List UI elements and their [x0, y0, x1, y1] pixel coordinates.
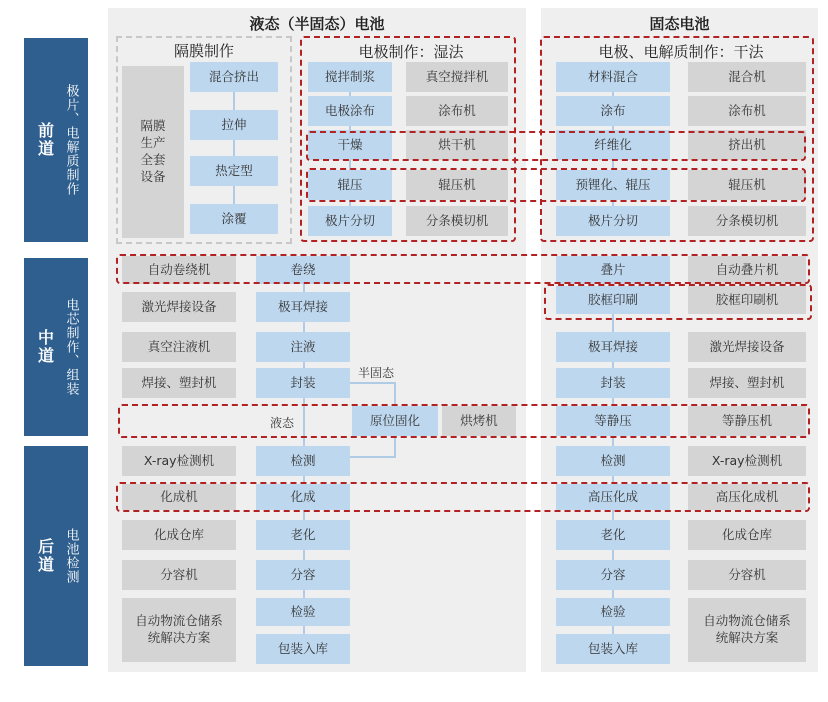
solid-back-step-5: 检验 — [556, 598, 670, 626]
stage-middle-sub: 中道 — [35, 329, 55, 365]
liquid-column-title: 液态（半固态）电池 — [249, 14, 385, 33]
wet-equipment-1: 真空搅拌机 — [406, 62, 508, 92]
liquid-back-equipment-5: 自动物流仓储系统解决方案 — [122, 598, 236, 662]
wet-step-3: 干燥 — [308, 130, 392, 160]
solid-mid-step-2: 胶框印刷 — [556, 286, 670, 314]
dry-equipment-5: 分条模切机 — [688, 206, 806, 236]
highlight-dry-row — [306, 131, 806, 161]
solid-back-step-4: 分容 — [556, 560, 670, 590]
dry-equipment-2: 涂布机 — [688, 96, 806, 126]
solid-back-equipment-1: X-ray检测机 — [688, 446, 806, 476]
curing-equipment: 烘烤机 — [442, 406, 516, 436]
separator-step-1: 混合挤出 — [190, 62, 278, 92]
stage-front-label: 极片、电解质制作 — [63, 84, 79, 196]
liquid-mid-step-4: 封装 — [256, 368, 350, 398]
liquid-mid-step-1: 卷绕 — [256, 256, 350, 284]
solid-back-step-6: 包装入库 — [556, 634, 670, 664]
liquid-back-step-1: 检测 — [256, 446, 350, 476]
liquid-back-step-2: 化成 — [256, 484, 350, 510]
liquid-back-equipment-2: 化成机 — [122, 484, 236, 510]
stage-middle-label: 电芯制作、组装 — [63, 298, 79, 396]
stage-back-label: 电池检测 — [63, 528, 79, 584]
solid-back-equipment-5: 自动物流仓储系统解决方案 — [688, 598, 806, 662]
separator-step-4: 涂覆 — [190, 204, 278, 234]
dry-equipment-3: 挤出机 — [688, 130, 806, 160]
dry-equipment-1: 混合机 — [688, 62, 806, 92]
solid-mid-equipment-4: 焊接、塑封机 — [688, 368, 806, 398]
solid-mid-step-3: 极耳焊接 — [556, 332, 670, 362]
highlight-winding-row — [116, 254, 810, 284]
wet-equipment-5: 分条模切机 — [406, 206, 508, 236]
dry-step-3: 纤维化 — [556, 130, 670, 160]
solid-mid-step-4: 封装 — [556, 368, 670, 398]
highlight-glue-print — [544, 284, 812, 320]
dry-equipment-4: 辊压机 — [688, 170, 806, 200]
curing-step: 原位固化 — [352, 406, 438, 436]
wet-step-1: 搅拌制浆 — [308, 62, 392, 92]
liquid-mid-equipment-3: 真空注液机 — [122, 332, 236, 362]
wet-equipment-2: 涂布机 — [406, 96, 508, 126]
separator-title: 隔膜制作 — [173, 41, 234, 60]
wet-equipment-3: 烘干机 — [406, 130, 508, 160]
stage-back — [24, 446, 88, 666]
liquid-mid-equipment-4: 焊接、塑封机 — [122, 368, 236, 398]
dry-title: 电极、电解质制作：干法 — [598, 42, 764, 61]
dry-step-4: 预锂化、辊压 — [556, 170, 670, 200]
separator-equipment: 隔膜生产全套设备 — [122, 66, 184, 238]
highlight-formation-row — [116, 482, 810, 512]
wet-step-2: 电极涂布 — [308, 96, 392, 126]
wet-step-4: 辊压 — [308, 170, 392, 200]
liquid-mid-step-3: 注液 — [256, 332, 350, 362]
solid-back-step-2: 高压化成 — [556, 484, 670, 510]
dry-step-5: 极片分切 — [556, 206, 670, 236]
solid-column-title: 固态电池 — [649, 14, 710, 33]
liquid-back-step-5: 检验 — [256, 598, 350, 626]
solid-back-equipment-3: 化成仓库 — [688, 520, 806, 550]
liquid-mid-equipment-1: 自动卷绕机 — [122, 256, 236, 284]
stage-back-sub: 后道 — [35, 538, 55, 574]
liquid-back-step-4: 分容 — [256, 560, 350, 590]
wet-step-5: 极片分切 — [308, 206, 392, 236]
dry-step-2: 涂布 — [556, 96, 670, 126]
liquid-back-equipment-1: X-ray检测机 — [122, 446, 236, 476]
highlight-curing-row — [118, 404, 810, 438]
separator-step-3: 热定型 — [190, 156, 278, 186]
stage-middle — [24, 258, 88, 436]
solid-mid-equipment-3: 激光焊接设备 — [688, 332, 806, 362]
dry-step-1: 材料混合 — [556, 62, 670, 92]
solid-back-step-3: 老化 — [556, 520, 670, 550]
liquid-path-label: 液态 — [270, 416, 295, 430]
semi-solid-label: 半固态 — [358, 366, 395, 380]
stage-front-sub: 前道 — [35, 122, 55, 158]
solid-mid-step-1: 叠片 — [556, 256, 670, 284]
wet-equipment-4: 辊压机 — [406, 170, 508, 200]
solid-back-equipment-4: 分容机 — [688, 560, 806, 590]
solid-mid-equipment-5: 等静压机 — [688, 406, 806, 436]
liquid-mid-step-2: 极耳焊接 — [256, 292, 350, 322]
stage-front — [24, 38, 88, 242]
separator-step-2: 拉伸 — [190, 110, 278, 140]
liquid-mid-equipment-2: 激光焊接设备 — [122, 292, 236, 322]
liquid-back-equipment-3: 化成仓库 — [122, 520, 236, 550]
liquid-back-equipment-4: 分容机 — [122, 560, 236, 590]
liquid-back-step-6: 包装入库 — [256, 634, 350, 664]
solid-mid-step-5: 等静压 — [556, 406, 670, 436]
solid-mid-equipment-1: 自动叠片机 — [688, 256, 806, 284]
solid-back-equipment-2: 高压化成机 — [688, 484, 806, 510]
solid-back-step-1: 检测 — [556, 446, 670, 476]
solid-mid-equipment-2: 胶框印刷机 — [688, 286, 806, 314]
liquid-back-step-3: 老化 — [256, 520, 350, 550]
highlight-roll-row — [306, 168, 806, 202]
wet-title: 电极制作：湿法 — [358, 42, 464, 61]
